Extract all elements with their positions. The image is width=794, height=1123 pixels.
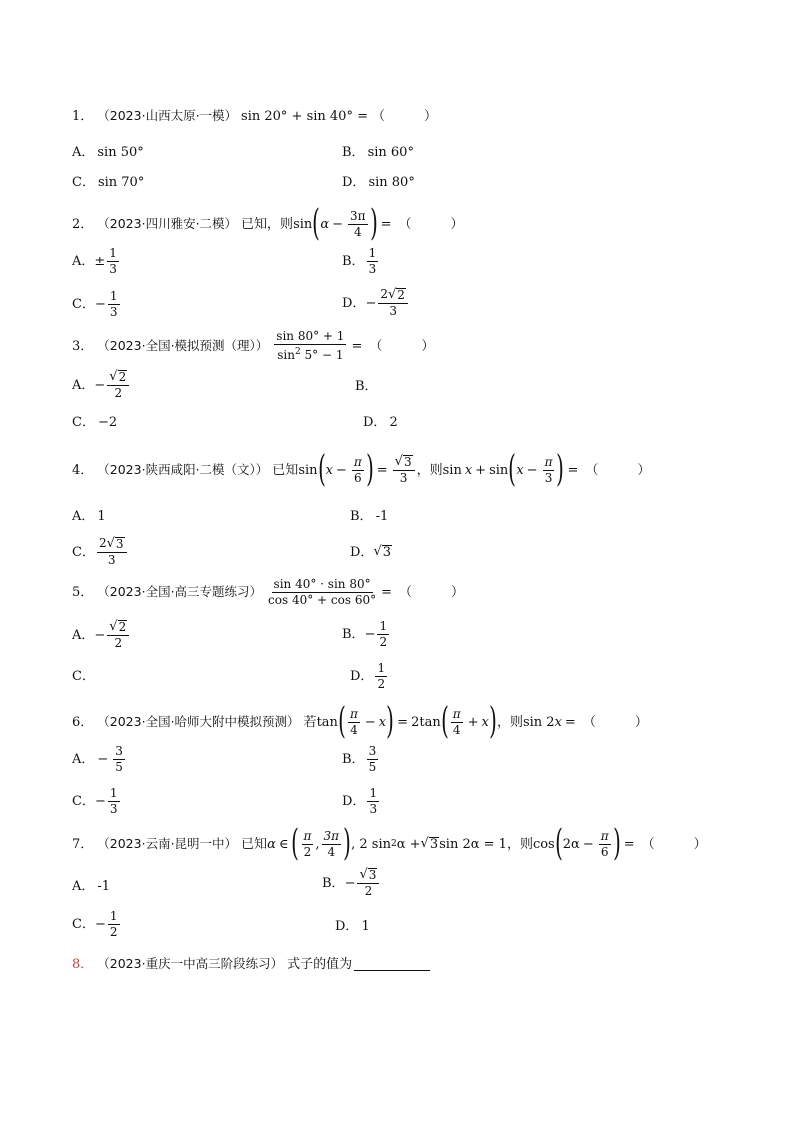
option-value: sin 80° bbox=[368, 175, 415, 190]
q1-option-d[interactable] bbox=[342, 176, 418, 189]
sin-fn: sin bbox=[293, 216, 313, 232]
question-source: （2023·四川雅安·二模） bbox=[97, 215, 238, 231]
sqrt: √ 3 bbox=[359, 867, 377, 882]
q2-option-d[interactable]: D． − 2 √ 2 3 bbox=[342, 288, 410, 318]
fraction: $\frac{3}{5}$ bbox=[115, 744, 123, 774]
fraction: $\frac{1}{3}$ bbox=[368, 246, 377, 276]
q3-option-c[interactable]: C． −2 bbox=[72, 415, 118, 430]
q1-option-a[interactable] bbox=[72, 146, 147, 159]
q6-option-a[interactable]: A． − $\frac{3}{5}$ bbox=[72, 744, 123, 774]
fraction: √ 2 2 bbox=[107, 620, 129, 650]
fraction: $\frac{3\pi}{4}$ bbox=[350, 208, 366, 239]
q4-option-d[interactable]: D． √ 3 bbox=[350, 544, 392, 560]
option-value: sin 60° bbox=[367, 145, 414, 160]
fraction: $\frac{3\pi}{4}$ bbox=[323, 828, 340, 859]
question-math: sin 20° + sin 40° = bbox=[241, 109, 368, 124]
question-6-stem: 6． （2023·全国·哈师大附中模拟预测） 若 tan ( $\frac{\pi}{4}$ − x ) = 2 tan ( $\frac{\pi}{4}$ + x ) ，则 sin 2 x = （ ） bbox=[72, 701, 648, 742]
option-label: A． bbox=[72, 145, 95, 160]
question-4-stem: 4． （2023·陕西咸阳·二模（文）） 已知 sin ( x − $\frac{\pi}{6}$ ) = √ 3 3 ，则 sin x + sin ( x − $\frac{\pi}{3}$ ) = （ ） bbox=[72, 449, 651, 490]
fraction: $\frac{\sin 40^\circ \cdot \sin 80^\circ}{\cos 40^\circ + \cos 60^\circ}$ bbox=[268, 577, 377, 607]
fraction: 2 √ 3 3 bbox=[97, 537, 127, 567]
q2-option-c[interactable]: C． − $\frac{1}{3}$ bbox=[72, 289, 118, 319]
q7-option-b[interactable]: B． − √ 3 2 bbox=[322, 868, 381, 898]
fraction: $\frac{\pi}{2}$ bbox=[303, 828, 312, 859]
q2-option-a[interactable]: A． ± $\frac{1}{3}$ bbox=[72, 246, 117, 276]
q1-option-b[interactable] bbox=[342, 146, 417, 159]
question-1-stem bbox=[72, 110, 437, 123]
fraction: $\frac{1}{3}$ bbox=[109, 786, 118, 816]
q4-option-c[interactable]: C． 2 √ 3 3 bbox=[72, 537, 129, 567]
q2-option-b[interactable]: B． $\frac{1}{3}$ bbox=[342, 246, 377, 276]
q3-option-d[interactable]: D． 2 bbox=[363, 415, 398, 430]
sqrt: √ 2 bbox=[109, 369, 127, 384]
q7-option-c[interactable]: C． − $\frac{1}{2}$ bbox=[72, 909, 118, 939]
q4-option-a[interactable]: A． 1 bbox=[72, 509, 106, 524]
expression-paren: ( $\frac{\pi}{4}$ + x ) bbox=[440, 701, 497, 742]
fraction: $\frac{1}{3}$ bbox=[109, 246, 117, 276]
fraction: $\frac{\pi}{4}$ bbox=[452, 706, 461, 737]
fraction: $\frac{\pi}{3}$ bbox=[544, 454, 553, 485]
question-2-stem: 2． （2023·四川雅安·二模） 已知，则 sin ( α − $\frac{3\pi}{4}$ ) = （ ） bbox=[72, 203, 464, 244]
q4-option-b[interactable]: B． -1 bbox=[350, 509, 389, 524]
fraction: 2 √ 2 3 bbox=[378, 288, 408, 318]
q1-option-c[interactable] bbox=[72, 176, 147, 189]
option-label: C． bbox=[72, 175, 95, 190]
question-1 bbox=[0, 96, 794, 136]
sqrt: √ 2 bbox=[109, 619, 127, 634]
question-number: 2． bbox=[72, 216, 94, 232]
sqrt: √ 2 bbox=[387, 287, 405, 302]
q5-option-c[interactable]: C． bbox=[72, 669, 95, 684]
question-5-stem: 5． （2023·全国·高三专题练习） $\frac{\sin 40^\circ \cdot \sin 80^\circ}{\cos 40^\circ + \cos 60^\circ}$ = （ ） bbox=[72, 577, 465, 607]
q5-option-a[interactable]: A． − √ 2 2 bbox=[72, 620, 131, 650]
interval-paren: ( $\frac{\pi}{2}$ , $\frac{3\pi}{4}$ ) bbox=[291, 823, 351, 864]
question-3-stem: 3． （2023·全国·模拟预测（理）） $\frac{\sin 80^\circ + 1}{\sin^2 5^\circ - 1}$ = （ ） bbox=[72, 329, 435, 362]
fraction: √ 3 3 bbox=[393, 455, 415, 485]
question-lead: 已知，则 bbox=[241, 216, 294, 232]
q3-option-a[interactable]: A． − √ 2 2 bbox=[72, 370, 131, 400]
answer-paren: （ ） bbox=[398, 216, 464, 232]
question-8-stem: 8． （2023·重庆一中高三阶段练习） 式子的值为 bbox=[72, 958, 430, 971]
answer-blank[interactable] bbox=[354, 958, 430, 971]
question-number: 1． bbox=[72, 109, 94, 124]
fraction: $\frac{1}{2}$ bbox=[377, 661, 386, 691]
sqrt: √ 3 bbox=[420, 836, 439, 852]
fraction: $\frac{\pi}{6}$ bbox=[600, 828, 609, 859]
sqrt: √ 3 bbox=[394, 454, 412, 469]
expression-paren: ( α − $\frac{3\pi}{4}$ ) bbox=[312, 203, 378, 244]
q7-option-d[interactable]: D． 1 bbox=[335, 919, 370, 934]
fraction: √ 2 2 bbox=[107, 370, 129, 400]
option-value: sin 70° bbox=[97, 175, 145, 190]
answer-paren: （ ） bbox=[371, 109, 437, 124]
fraction: √ 3 2 bbox=[357, 868, 379, 898]
q5-option-d[interactable]: D． $\frac{1}{2}$ bbox=[350, 661, 386, 691]
q6-option-c[interactable]: C． − $\frac{1}{3}$ bbox=[72, 786, 118, 816]
sqrt: √ 3 bbox=[373, 544, 392, 560]
question-7-stem: 7． （2023·云南·昆明一中） 已知 α ∈ ( $\frac{\pi}{2}$ , $\frac{3\pi}{4}$ ) , 2 sin 2 α + √ 3 sin 2α = 1 ，则 cos ( 2α − $\frac{\pi}{6}$ ) = （ ） bbox=[72, 823, 707, 864]
option-label: D． bbox=[342, 175, 366, 190]
question-source: （2023·山西太原·一模） bbox=[97, 108, 238, 124]
fraction: $\frac{\sin 80^\circ + 1}{\sin^2 5^\circ - 1}$ bbox=[276, 329, 345, 362]
fraction: $\frac{1}{3}$ bbox=[369, 786, 378, 816]
fraction: $\frac{3}{5}$ bbox=[368, 744, 377, 774]
q6-option-b[interactable]: B． $\frac{3}{5}$ bbox=[342, 744, 377, 774]
expression-paren: ( $\frac{\pi}{4}$ − x ) bbox=[338, 701, 394, 742]
expression-paren: ( x − $\frac{\pi}{6}$ ) bbox=[317, 449, 374, 490]
fraction: $\frac{1}{2}$ bbox=[109, 909, 118, 939]
fraction: $\frac{1}{3}$ bbox=[109, 289, 118, 319]
option-label: B． bbox=[342, 145, 365, 160]
expression-paren: ( 2α − $\frac{\pi}{6}$ ) bbox=[554, 823, 621, 864]
fraction: $\frac{\pi}{6}$ bbox=[353, 454, 362, 485]
q6-option-d[interactable]: D． $\frac{1}{3}$ bbox=[342, 786, 378, 816]
fraction: $\frac{\pi}{4}$ bbox=[349, 706, 358, 737]
q5-option-b[interactable]: B． − $\frac{1}{2}$ bbox=[342, 619, 388, 649]
q7-option-a[interactable]: A． -1 bbox=[72, 879, 111, 894]
q3-option-b[interactable]: B． bbox=[355, 379, 378, 394]
fraction: $\frac{1}{2}$ bbox=[379, 619, 388, 649]
sqrt: √ 3 bbox=[106, 536, 124, 551]
option-value: sin 50° bbox=[97, 145, 144, 160]
expression-paren: ( x − $\frac{\pi}{3}$ ) bbox=[508, 449, 565, 490]
